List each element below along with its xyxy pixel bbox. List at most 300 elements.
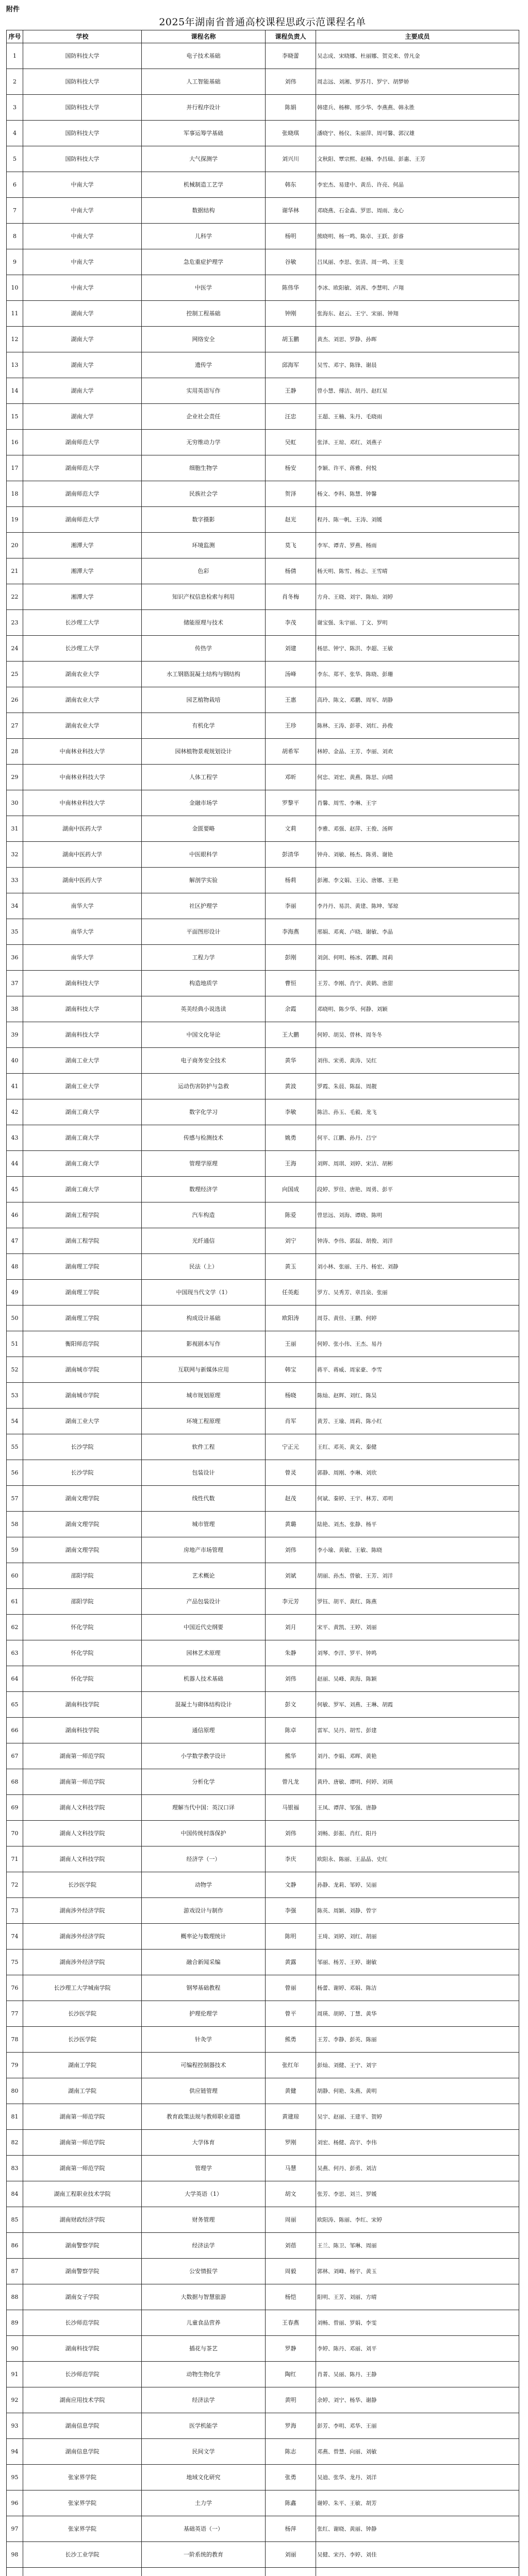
row-index: 60 <box>7 1563 23 1589</box>
team-members: 刘伟、宋勇、黄涛、吴红 <box>316 1048 519 1074</box>
row-index: 24 <box>7 636 23 662</box>
school-name: 湖南科技学院 <box>23 1692 142 1718</box>
school-name: 湖南第一师范学院 <box>23 1743 142 1769</box>
table-row <box>7 224 519 249</box>
table-row <box>7 971 519 996</box>
table-row <box>7 1743 519 1769</box>
table-row <box>7 43 519 69</box>
team-members: 吴志成、宋晓娜、杜丽娜、贺克来、曾凡金 <box>316 43 519 69</box>
course-name: 军事运筹学基础 <box>142 121 266 146</box>
course-lead: 曹恒 <box>266 971 316 996</box>
team-members: 张红、谢晓、黄丽、钟静 <box>316 2516 519 2542</box>
school-name: 国防科技大学 <box>23 43 142 69</box>
course-name: 管理学 <box>142 2156 266 2181</box>
row-index: 9 <box>7 249 23 275</box>
course-name: 园林艺术原理 <box>142 1640 266 1666</box>
course-lead: 任英彪 <box>266 1280 316 1306</box>
row-index: 51 <box>7 1331 23 1357</box>
course-lead: 刘兴川 <box>266 146 316 172</box>
course-name: 工程力学 <box>142 945 266 971</box>
course-name: 艺术概论 <box>142 1563 266 1589</box>
table-row <box>7 2156 519 2181</box>
school-name: 湖南中医药大学 <box>23 842 142 868</box>
row-index: 92 <box>7 2387 23 2413</box>
team-members: 陈英、周颖、刘静、曾宇 <box>316 1898 519 1924</box>
course-lead: 陈娟 <box>266 95 316 121</box>
course-lead: 汤峰 <box>266 662 316 687</box>
table-row <box>7 1666 519 1692</box>
table-row <box>7 610 519 636</box>
school-name: 南华大学 <box>23 945 142 971</box>
course-name: 中国文化导论 <box>142 1022 266 1048</box>
course-name: 汽车构造 <box>142 1202 266 1228</box>
table-row <box>7 121 519 146</box>
school-name: 湖南科技学院 <box>23 1718 142 1743</box>
team-members: 黄玲、唐敏、谭明、何婷、刘瑛 <box>316 1769 519 1795</box>
course-lead: 彭刚 <box>266 945 316 971</box>
course-lead: 张勇 <box>266 2465 316 2490</box>
table-row <box>7 1048 519 1074</box>
row-index: 2 <box>7 69 23 95</box>
course-name: 传热学 <box>142 636 266 662</box>
school-name: 湖南科技大学 <box>23 996 142 1022</box>
course-lead: 文静 <box>266 1872 316 1898</box>
table-row <box>7 2490 519 2516</box>
team-members: 李丹丹、易洪、黄建、陈坤、邹琼 <box>316 893 519 919</box>
course-name: 互联网与新媒体应用 <box>142 1357 266 1383</box>
table-row <box>7 2542 519 2568</box>
team-members: 刘丹、李娟、邓晖、黄艳 <box>316 1743 519 1769</box>
school-name: 湖南工学院 <box>23 2078 142 2104</box>
school-name: 长沙医学院 <box>23 2001 142 2027</box>
team-members: 谢宝强、朱宇丽、丁文、罗明 <box>316 610 519 636</box>
table-row <box>7 2336 519 2362</box>
team-members: 邓晓明、陈少华、何静、刘颖 <box>316 996 519 1022</box>
table-row <box>7 1357 519 1383</box>
course-name: 中医学 <box>142 275 266 301</box>
course-name: 机器人技术基础 <box>142 1666 266 1692</box>
row-index: 44 <box>7 1151 23 1177</box>
team-members: 欧阳涛、陈丽、李红、宋婷 <box>316 2207 519 2233</box>
course-name: 游戏设计与制作 <box>142 1898 266 1924</box>
course-lead: 莫飞 <box>266 533 316 558</box>
row-index: 35 <box>7 919 23 945</box>
team-members: 张海东、赵云、王宁、宋丽、钟翔 <box>316 301 519 327</box>
team-members: 邢娟、邓爽、卢晓、谢敏、李晶 <box>316 919 519 945</box>
row-index: 49 <box>7 1280 23 1306</box>
row-index: 96 <box>7 2490 23 2516</box>
course-name: 无穷维动力学 <box>142 430 266 455</box>
team-members: 黄杰、刘思、罗静、孙晖 <box>316 327 519 352</box>
table-row <box>7 713 519 739</box>
course-name: 企业社会责任 <box>142 404 266 430</box>
course-name: 基础英语（一） <box>142 2516 266 2542</box>
row-index: 22 <box>7 584 23 610</box>
school-name: 湖南女子学院 <box>23 2284 142 2310</box>
table-row <box>7 1125 519 1151</box>
row-index: 4 <box>7 121 23 146</box>
course-lead <box>266 2568 316 2576</box>
course-name: 民族社会学 <box>142 481 266 507</box>
row-index: 19 <box>7 507 23 533</box>
row-index: 20 <box>7 533 23 558</box>
table-row <box>7 842 519 868</box>
row-index: 47 <box>7 1228 23 1254</box>
school-name: 国防科技大学 <box>23 146 142 172</box>
table-row <box>7 739 519 765</box>
table-row <box>7 1228 519 1254</box>
course-name: 遗传学 <box>142 352 266 378</box>
course-name: 儿科学 <box>142 224 266 249</box>
course-name: 大气探测学 <box>142 146 266 172</box>
team-members: 吴燕、何丹、彭勇、刘洁 <box>316 2156 519 2181</box>
course-name: 园林植物景观规划设计 <box>142 739 266 765</box>
course-lead: 刘丽 <box>266 2542 316 2568</box>
school-name: 中南大学 <box>23 249 142 275</box>
table-row <box>7 1254 519 1280</box>
row-index: 93 <box>7 2413 23 2439</box>
table-row <box>7 533 519 558</box>
row-index: 75 <box>7 1950 23 1975</box>
table-row <box>7 816 519 842</box>
team-members: 王超、王楠、朱丹、毛晓雨 <box>316 404 519 430</box>
table-row <box>7 2465 519 2490</box>
row-index: 38 <box>7 996 23 1022</box>
team-members: 陆艳、刘杰、张静、杨平 <box>316 1512 519 1537</box>
table-row <box>7 69 519 95</box>
table-row <box>7 558 519 584</box>
course-lead: 宁正元 <box>266 1434 316 1460</box>
course-name: 数字摄影 <box>142 507 266 533</box>
table-row <box>7 1615 519 1640</box>
course-name: 医学机能学 <box>142 2413 266 2439</box>
team-members: 谢婷、朱平、王敏、胡芳 <box>316 2490 519 2516</box>
table-row <box>7 1821 519 1846</box>
row-index: 88 <box>7 2284 23 2310</box>
course-lead: 胡玉鹏 <box>266 327 316 352</box>
course-name: 钢琴基础教程 <box>142 1975 266 2001</box>
team-members: 欧阳永、陈丽、王晶晶、史红 <box>316 1846 519 1872</box>
course-lead: 陈明 <box>266 1924 316 1950</box>
school-name: 湖南大学 <box>23 352 142 378</box>
team-members: 孙静、龙莉、邹婷、吴丽 <box>316 1872 519 1898</box>
school-name: 湖南中医药大学 <box>23 868 142 893</box>
course-lead: 赵茂 <box>266 1486 316 1512</box>
course-name: 数据结构 <box>142 198 266 224</box>
course-name: 园艺植物栽培 <box>142 687 266 713</box>
team-members: 罗钰、胡平、黄红、陈燕 <box>316 1589 519 1615</box>
school-name: 湖南警察学院 <box>23 2233 142 2259</box>
table-row <box>7 1177 519 1202</box>
course-lead: 黄健 <box>266 2078 316 2104</box>
table-row <box>7 687 519 713</box>
school-name: 怀化学院 <box>23 1666 142 1692</box>
team-members: 李冰、欧阳敏、刘茜、李慧明、卢翔 <box>316 275 519 301</box>
table-row <box>7 2259 519 2284</box>
school-name: 湖南农业大学 <box>23 687 142 713</box>
row-index: 80 <box>7 2078 23 2104</box>
course-name: 供应链管理 <box>142 2078 266 2104</box>
school-name: 湖南工学院 <box>23 2053 142 2078</box>
course-name: 插花与茶艺 <box>142 2336 266 2362</box>
table-row <box>7 1022 519 1048</box>
course-lead: 王丽 <box>266 1331 316 1357</box>
row-index: 78 <box>7 2027 23 2053</box>
table-row <box>7 2207 519 2233</box>
course-name: 大学英语（1） <box>142 2181 266 2207</box>
course-lead: 李敏 <box>266 1099 316 1125</box>
team-members: 彭灿、刘健、王宁、刘宇 <box>316 2053 519 2078</box>
course-name: 电子商务安全技术 <box>142 1048 266 1074</box>
table-row <box>7 893 519 919</box>
table-row <box>7 790 519 816</box>
table-row <box>7 945 519 971</box>
table-header-row <box>7 30 519 43</box>
table-row <box>7 1074 519 1099</box>
row-index: 8 <box>7 224 23 249</box>
team-members <box>316 2568 519 2576</box>
course-name: 解剖学实验 <box>142 868 266 893</box>
school-name: 长沙工业学院 <box>23 2542 142 2568</box>
course-lead: 赵光 <box>266 507 316 533</box>
school-name: 湖南文理学院 <box>23 1512 142 1537</box>
row-index: 68 <box>7 1769 23 1795</box>
team-members: 曾思远、刘海、谭晓、陈明 <box>316 1202 519 1228</box>
course-name: 一阶系统的教育 <box>142 2542 266 2568</box>
school-name <box>23 2568 142 2576</box>
team-members: 刘小林、张丽、王丹、杨宏、刘静 <box>316 1254 519 1280</box>
school-name: 湖南城市学院 <box>23 1357 142 1383</box>
team-members: 邹丽、杨芳、王婷、谢敏 <box>316 1950 519 1975</box>
course-lead: 黄玉 <box>266 1254 316 1280</box>
course-lead: 黄露 <box>266 1950 316 1975</box>
table-row <box>7 198 519 224</box>
table-row <box>7 2310 519 2336</box>
course-lead: 杨明 <box>266 224 316 249</box>
school-name: 国防科技大学 <box>23 69 142 95</box>
course-name: 传感与检测技术 <box>142 1125 266 1151</box>
table-row <box>7 584 519 610</box>
table-row <box>7 1846 519 1872</box>
school-name: 湖南师范大学 <box>23 481 142 507</box>
course-name: 人工智能基础 <box>142 69 266 95</box>
school-name: 湖南工商大学 <box>23 1177 142 1202</box>
row-index: 71 <box>7 1846 23 1872</box>
team-members: 邓晓燕、石金淼、罗思、周雨、龙心 <box>316 198 519 224</box>
row-index: 61 <box>7 1589 23 1615</box>
header-index: 序号 <box>7 30 23 43</box>
team-members: 吴宇、赵丽、王建平、贺婷 <box>316 2104 519 2130</box>
team-members: 陈灿、赵辉、刘红、陈昊 <box>316 1383 519 1409</box>
row-index: 32 <box>7 842 23 868</box>
team-members: 王兰、陈卫、邹琳、周丽 <box>316 2233 519 2259</box>
team-members: 蒋平、蒋威、周家豪、李雪 <box>316 1357 519 1383</box>
course-lead: 肖冬梅 <box>266 584 316 610</box>
school-name: 湖南人文科技学院 <box>23 1795 142 1821</box>
course-name: 并行程序设计 <box>142 95 266 121</box>
table-row <box>7 919 519 945</box>
team-members: 王红、邓英、黄文、秦健 <box>316 1434 519 1460</box>
table-row <box>7 1383 519 1409</box>
team-members: 张泽、王琼、邓红、刘燕子 <box>316 430 519 455</box>
row-index: 63 <box>7 1640 23 1666</box>
team-members: 吴健、宋丹、李婷、刘佳 <box>316 2542 519 2568</box>
school-name: 湖南理工学院 <box>23 1254 142 1280</box>
team-members: 钟涛、李伟、郭磊、胡俊、刘洋 <box>316 1228 519 1254</box>
table-row <box>7 275 519 301</box>
school-name: 长沙理工大学城南学院 <box>23 1975 142 2001</box>
school-name: 湖南大学 <box>23 301 142 327</box>
course-lead: 韩东 <box>266 172 316 198</box>
course-lead: 罗静 <box>266 2336 316 2362</box>
course-lead: 刘斌 <box>266 1563 316 1589</box>
team-members: 王芳、李静、彭英、陈丽 <box>316 2027 519 2053</box>
course-lead: 谷敏 <box>266 249 316 275</box>
school-name: 湖南第一师范学院 <box>23 2156 142 2181</box>
team-members: 彭芳、李明、邓华、王丽 <box>316 2413 519 2439</box>
team-members: 陈林、王涛、彭菲、刘红、孙俊 <box>316 713 519 739</box>
course-lead: 黄璐 <box>266 1512 316 1537</box>
course-lead: 李丽 <box>266 893 316 919</box>
row-index: 30 <box>7 790 23 816</box>
school-name: 湖南工程职业技术学院 <box>23 2181 142 2207</box>
school-name: 湖南工程学院 <box>23 1228 142 1254</box>
table-row <box>7 327 519 352</box>
row-index: 6 <box>7 172 23 198</box>
row-index: 42 <box>7 1099 23 1125</box>
row-index: 91 <box>7 2362 23 2387</box>
table-row <box>7 1486 519 1512</box>
course-lead: 刘月 <box>266 1615 316 1640</box>
course-name: 动物学 <box>142 1872 266 1898</box>
row-index: 3 <box>7 95 23 121</box>
table-row <box>7 1280 519 1306</box>
table-row <box>7 1589 519 1615</box>
row-index <box>7 2568 23 2576</box>
school-name: 湖南人文科技学院 <box>23 1846 142 1872</box>
course-name: 水工钢筋混凝土结构与钢结构 <box>142 662 266 687</box>
row-index: 89 <box>7 2310 23 2336</box>
table-row <box>7 1202 519 1228</box>
course-name: 城市规划原理 <box>142 1383 266 1409</box>
course-name: 土力学 <box>142 2490 266 2516</box>
table-row <box>7 1151 519 1177</box>
school-name: 湖南信息学院 <box>23 2439 142 2465</box>
appendix-label: 附件 <box>6 6 20 13</box>
team-members: 邓燕、曾慧、向丽、刘敏 <box>316 2439 519 2465</box>
school-name: 湘潭大学 <box>23 533 142 558</box>
course-lead: 罗刚 <box>266 2130 316 2156</box>
school-name: 湖南工业大学 <box>23 1074 142 1099</box>
school-name: 湖南理工学院 <box>23 1280 142 1306</box>
team-members: 何忠、刘宏、黄燕、陈思、向晴 <box>316 765 519 790</box>
team-members: 刘宏、杨健、高宇、李伟 <box>316 2130 519 2156</box>
course-name: 电子技术基础 <box>142 43 266 69</box>
table-row <box>7 2001 519 2027</box>
row-index: 69 <box>7 1795 23 1821</box>
row-index: 66 <box>7 1718 23 1743</box>
row-index: 84 <box>7 2181 23 2207</box>
table-row <box>7 2078 519 2104</box>
team-members: 高玲、陈文、邓鹏、周军、胡静 <box>316 687 519 713</box>
row-index: 12 <box>7 327 23 352</box>
row-index: 54 <box>7 1409 23 1434</box>
course-lead: 周丽 <box>266 2207 316 2233</box>
school-name: 湖南文理学院 <box>23 1486 142 1512</box>
team-members: 李雅、邓强、赵萍、王俊、汤辉 <box>316 816 519 842</box>
school-name: 南华大学 <box>23 893 142 919</box>
course-lead: 杨晓 <box>266 1383 316 1409</box>
course-lead: 朱静 <box>266 1640 316 1666</box>
course-lead: 曾灵 <box>266 1460 316 1486</box>
row-index: 1 <box>7 43 23 69</box>
school-name: 怀化学院 <box>23 1615 142 1640</box>
table-row <box>7 378 519 404</box>
course-name: 人体工程学 <box>142 765 266 790</box>
team-members: 李军、谭青、罗燕、杨雨 <box>316 533 519 558</box>
table-row <box>7 2362 519 2387</box>
table-row <box>7 868 519 893</box>
school-name: 邵阳学院 <box>23 1563 142 1589</box>
course-lead: 刘宁 <box>266 1228 316 1254</box>
course-lead: 李强 <box>266 1898 316 1924</box>
row-index: 55 <box>7 1434 23 1460</box>
school-name: 长沙理工大学 <box>23 636 142 662</box>
row-index: 74 <box>7 1924 23 1950</box>
school-name: 湖南中医药大学 <box>23 816 142 842</box>
school-name: 湖南工业大学 <box>23 1409 142 1434</box>
course-name: 融合新闻采编 <box>142 1950 266 1975</box>
row-index: 57 <box>7 1486 23 1512</box>
team-members: 刘剑、何明、杨冰、郭鹏、周莉 <box>316 945 519 971</box>
school-name: 湖南师范大学 <box>23 455 142 481</box>
row-index: 23 <box>7 610 23 636</box>
course-name: 数字化学习 <box>142 1099 266 1125</box>
row-index: 81 <box>7 2104 23 2130</box>
row-index: 13 <box>7 352 23 378</box>
course-lead: 陈卓 <box>266 1718 316 1743</box>
team-members: 肖馨、周雪、李琳、王宇 <box>316 790 519 816</box>
table-row <box>7 172 519 198</box>
course-name: 线性代数 <box>142 1486 266 1512</box>
row-index: 97 <box>7 2516 23 2542</box>
row-index: 18 <box>7 481 23 507</box>
school-name: 湖南科技学院 <box>23 2336 142 2362</box>
team-members: 曾小慧、傅洁、胡丹、赵红星 <box>316 378 519 404</box>
course-name: 经济法学 <box>142 2233 266 2259</box>
team-members: 胡静、何艳、朱燕、黄明 <box>316 2078 519 2104</box>
course-name: 房地产市场管理 <box>142 1537 266 1563</box>
course-name: 急危重症护理学 <box>142 249 266 275</box>
team-members: 潘晓宁、杨仪、朱丽萍、周可馨、郭汉雄 <box>316 121 519 146</box>
course-name: 经济学（一） <box>142 1846 266 1872</box>
team-members: 李宏杰、易建中、黄岳、许亮、何晶 <box>316 172 519 198</box>
course-lead: 谢华林 <box>266 198 316 224</box>
course-name: 针灸学 <box>142 2027 266 2053</box>
team-members: 杨文、李科、陈慧、钟馨 <box>316 481 519 507</box>
team-members: 张芳、李思、刘兰、罗媛 <box>316 2181 519 2207</box>
team-members: 方舟、王晓、刘宇、陈灿、刘婷 <box>316 584 519 610</box>
school-name: 湖南工商大学 <box>23 1125 142 1151</box>
course-lead: 张晓琪 <box>266 121 316 146</box>
school-name: 中南大学 <box>23 198 142 224</box>
table-row <box>7 95 519 121</box>
school-name: 长沙学院 <box>23 1460 142 1486</box>
course-name: 地域文化研究 <box>142 2465 266 2490</box>
row-index: 52 <box>7 1357 23 1383</box>
school-name: 湖南信息学院 <box>23 2413 142 2439</box>
course-name: 动物生物化学 <box>142 2362 266 2387</box>
